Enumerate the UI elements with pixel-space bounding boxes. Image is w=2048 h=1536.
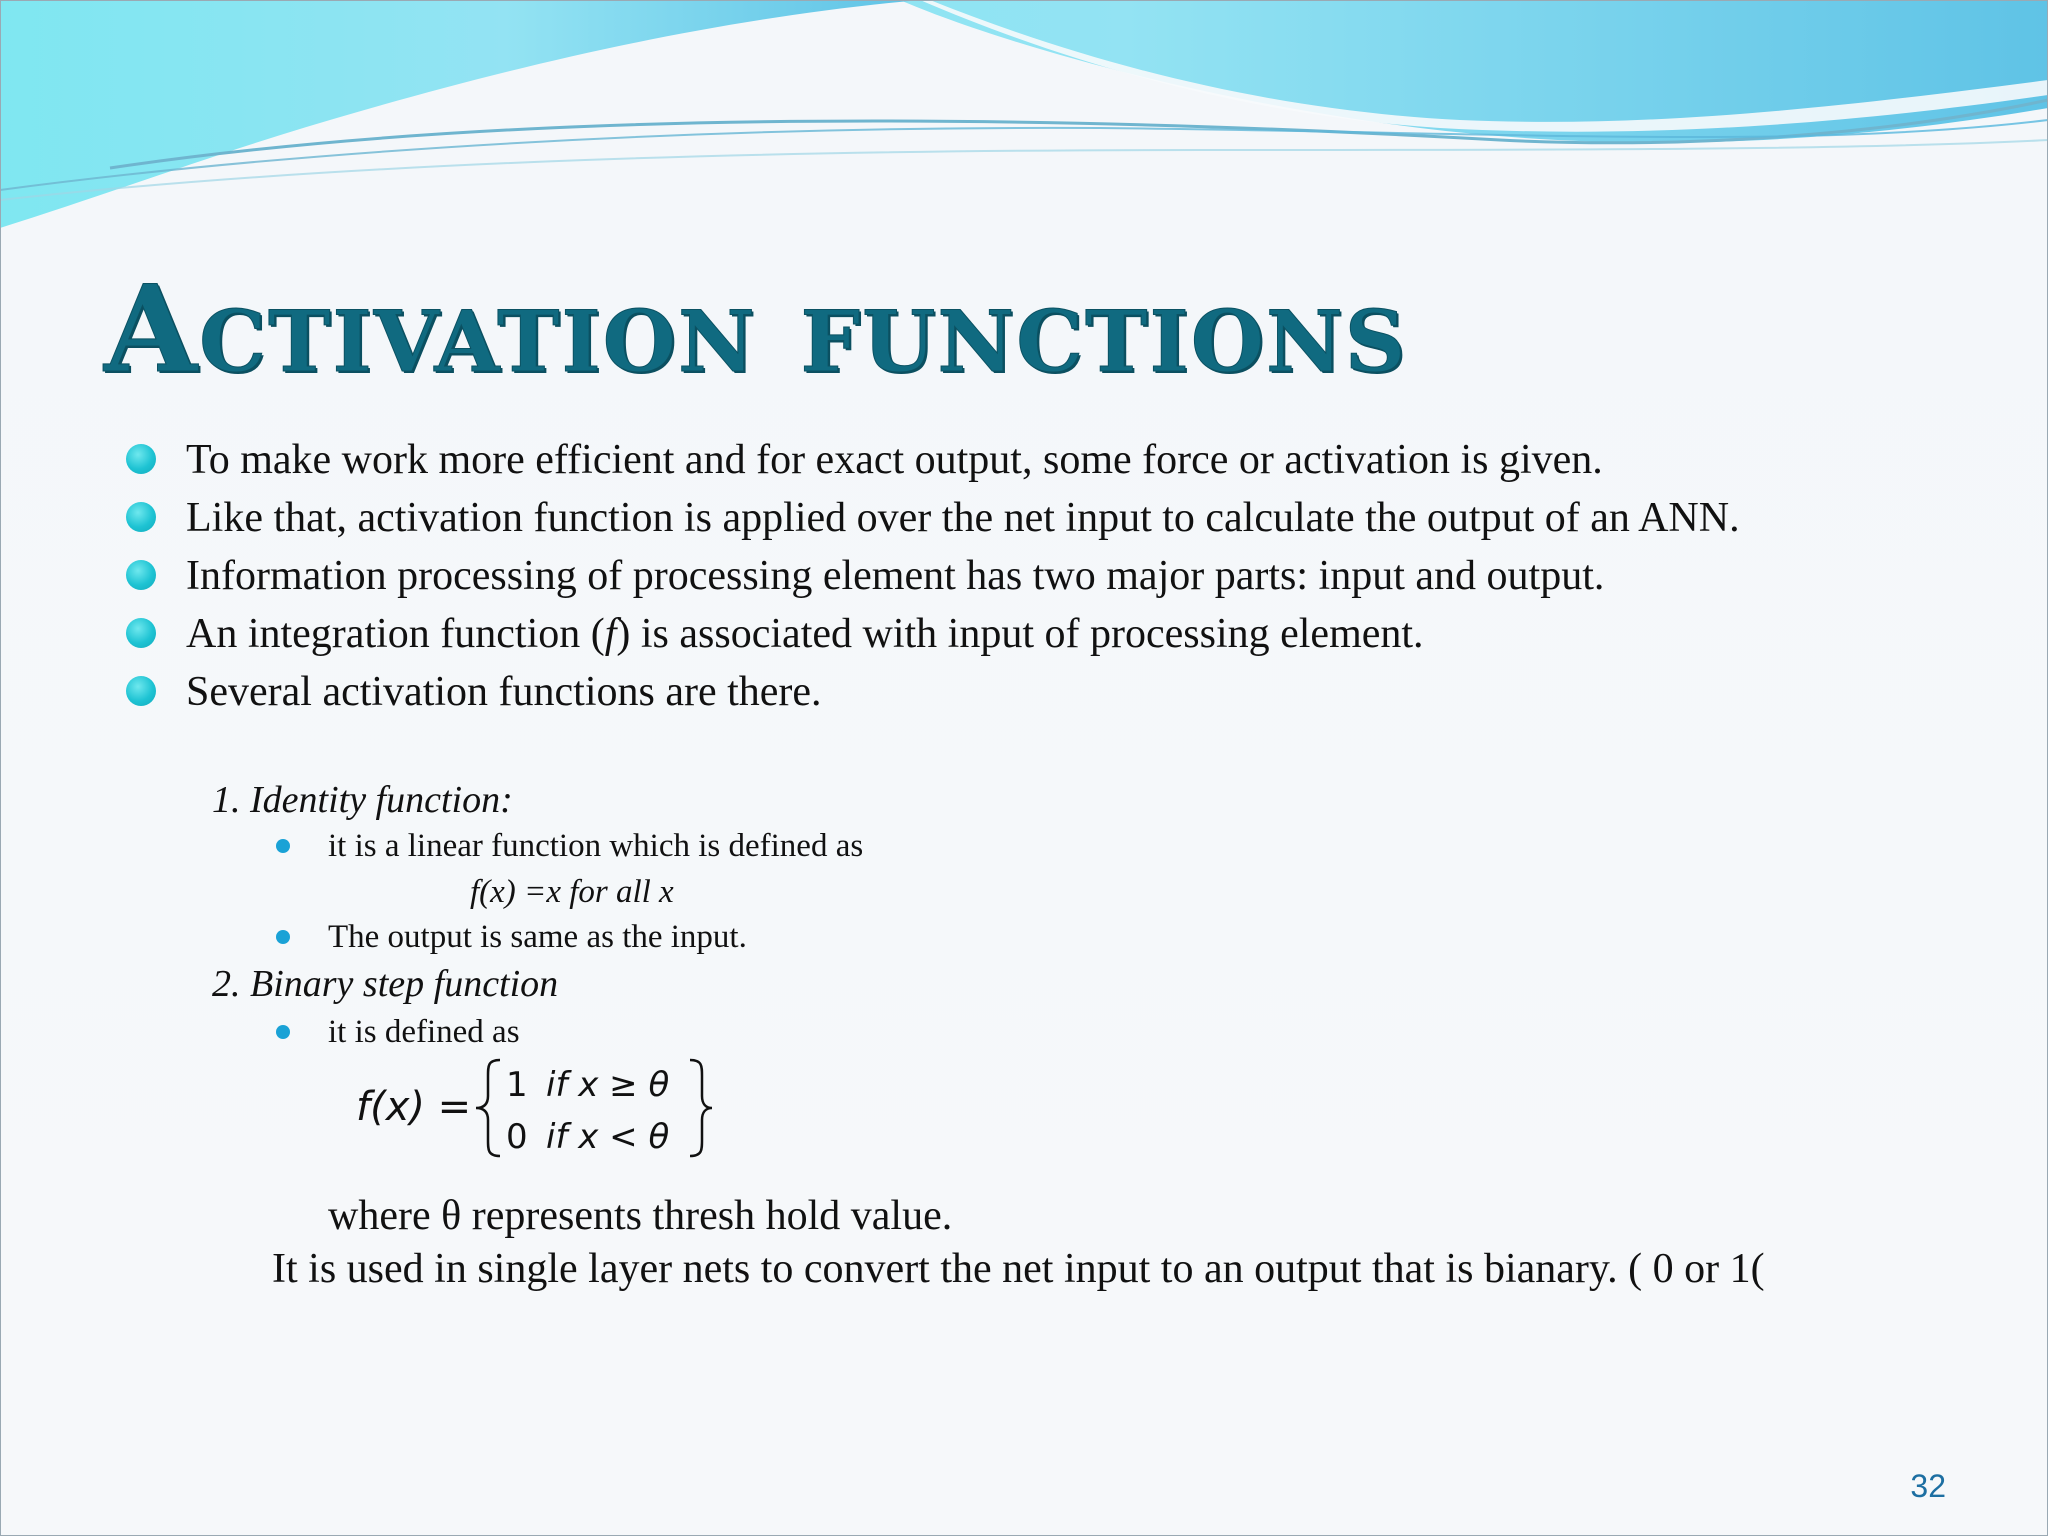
sub-bullet-text: it is a linear function which is defined as — [328, 828, 864, 864]
formula-lhs: f(x) = — [356, 1084, 472, 1130]
binary-usage-note: It is used in single layer nets to convert the net input to an output that is bianary. ( 0 or 1( — [272, 1246, 1765, 1292]
bullet-item — [124, 553, 1924, 600]
sub-bullet-dot-icon — [276, 839, 290, 853]
bullet-item — [124, 437, 1924, 484]
bullet-item — [124, 669, 1924, 716]
slide-title: Activation functions — [104, 259, 1408, 400]
bullet-text: Like that, activation function is applied over the net input to calculate the output of an ANN. — [186, 495, 1740, 541]
formula-case2-value: 0 — [506, 1117, 528, 1157]
bullet-text-part: An integration function ( — [186, 611, 605, 657]
bullet-dot-icon — [126, 676, 156, 706]
binary-step-heading: 2. Binary step function — [212, 963, 559, 1005]
identity-point-1 — [274, 827, 863, 865]
sub-bullet-dot-icon — [276, 1025, 290, 1039]
page-number: 32 — [1910, 1468, 1946, 1504]
header-wave-decoration — [0, 0, 2048, 240]
formula-case2-condition: if x < θ — [546, 1117, 670, 1157]
bullet-dot-icon — [126, 560, 156, 590]
bullet-text: Several activation functions are there. — [186, 669, 822, 715]
sub-bullet-dot-icon — [276, 930, 290, 944]
sub-bullet-text: The output is same as the input. — [328, 919, 747, 955]
wave-band-left — [0, 0, 920, 228]
identity-formula: f(x) =x for all x — [470, 874, 674, 910]
threshold-note: where θ represents thresh hold value. — [328, 1193, 953, 1239]
bullet-dot-icon — [126, 618, 156, 648]
identity-function-heading: 1. Identity function: — [212, 779, 513, 821]
bullet-text: To make work more efficient and for exact output, some force or activation is given. — [186, 437, 1603, 483]
bullet-text-italic: f — [604, 611, 617, 657]
bullet-dot-icon — [126, 444, 156, 474]
right-brace-icon — [690, 1060, 712, 1156]
binary-step-formula — [352, 1052, 712, 1162]
sub-bullet-text: it is defined as — [328, 1014, 520, 1050]
bullet-item — [124, 611, 1924, 658]
identity-point-2 — [274, 918, 747, 956]
bullet-item — [124, 495, 1924, 542]
bullet-dot-icon — [126, 502, 156, 532]
bullet-list — [124, 437, 1924, 727]
formula-case1-value: 1 — [506, 1065, 528, 1105]
wave-line-3 — [0, 140, 2048, 200]
left-brace-icon — [476, 1060, 500, 1156]
bullet-text: Information processing of processing element has two major parts: input and output. — [186, 553, 1605, 599]
binary-point-1 — [274, 1013, 520, 1051]
bullet-text-part: ) is associated with input of processing element. — [616, 611, 1424, 657]
formula-case1-condition: if x ≥ θ — [546, 1065, 670, 1105]
